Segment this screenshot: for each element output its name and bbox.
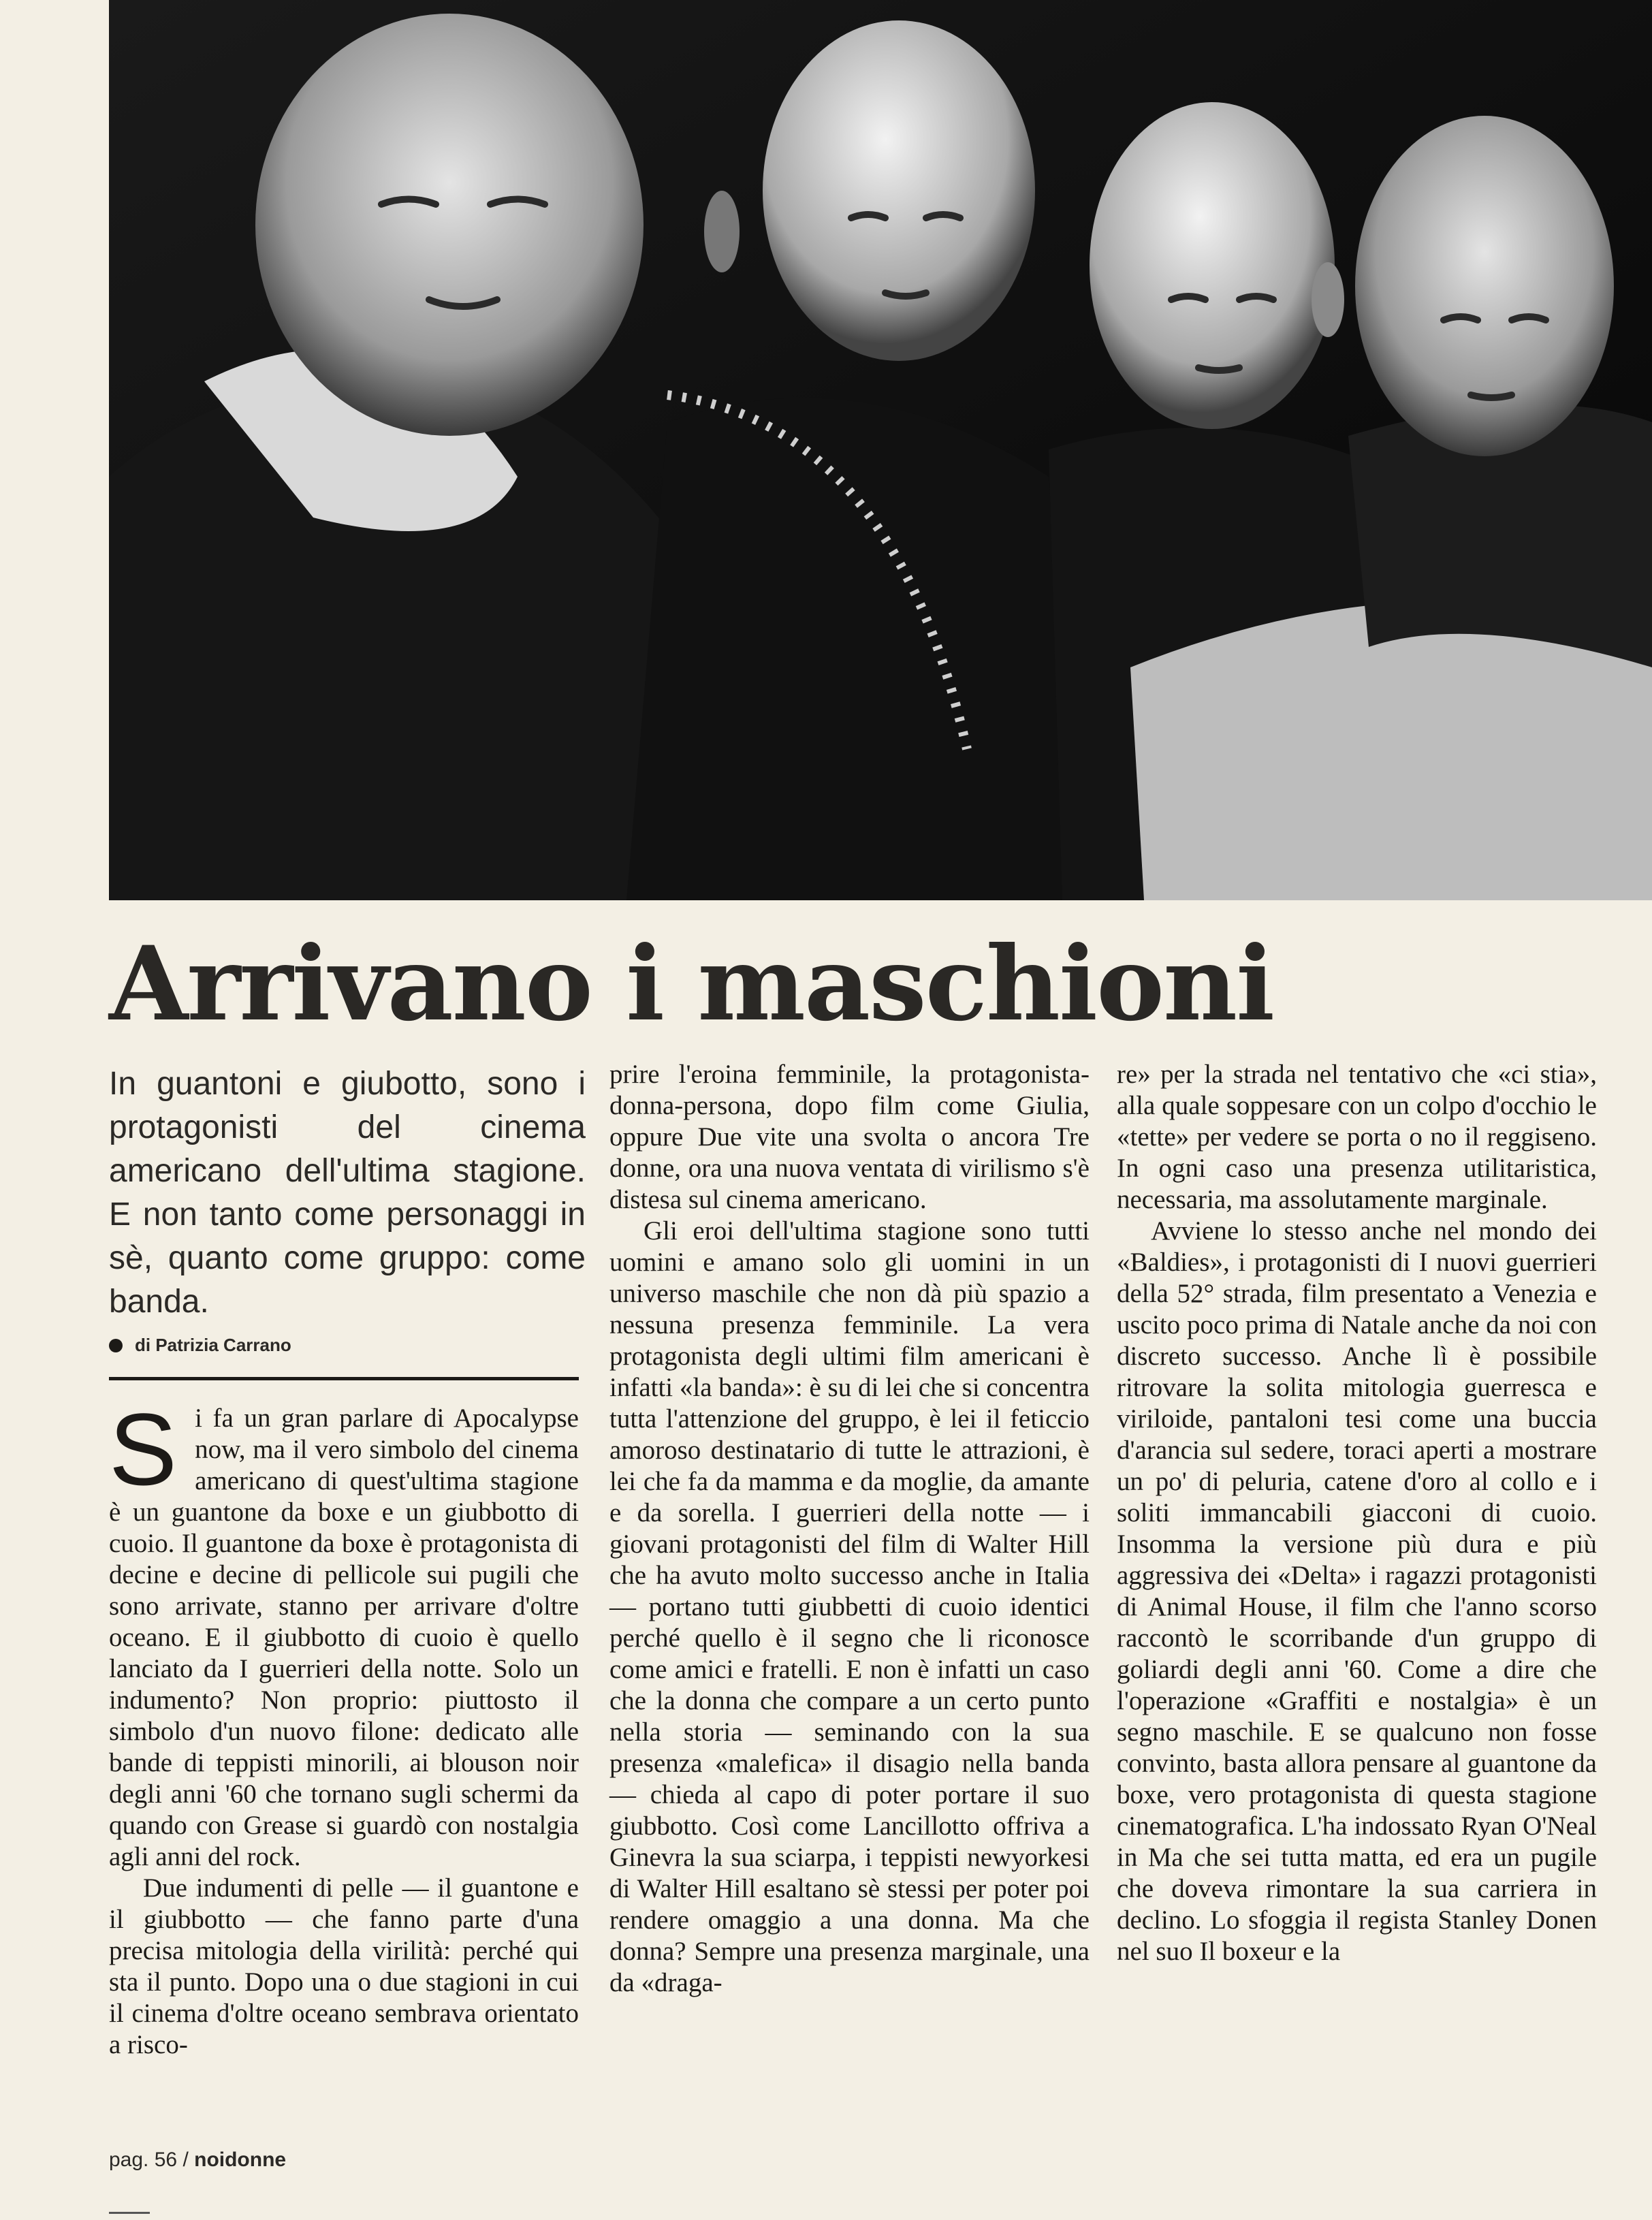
- magazine-name: noidonne: [194, 2148, 287, 2171]
- bullet-icon: [109, 1339, 123, 1352]
- byline: [109, 1335, 586, 1356]
- paragraph-text: i fa un gran parlare di Apocalypse now, ma il vero simbolo del cinema americano di quest'ultima stagione è un guantone da boxe e un giubbotto di cuoio. Il guantone da boxe è protagonista di decine e decine di pellicole sui pugili che sono arrivate, stanno per arrivare d'oltre oceano. E il giubbotto di cuoio è quello lanciato da I guerrieri della notte. Solo un indumento? Non proprio: piuttosto il simbolo d'un nuovo filone: dedicato alle bande di teppisti minorili, ai blouson noir degli anni '60 che tornano sugli schermi da quando con Grease si guardò con nostalgia agli anni del rock.: [109, 1404, 579, 1871]
- article-column-3: [1117, 1059, 1597, 1967]
- page-footer: [109, 2148, 286, 2172]
- paragraph: Due indumenti di pelle — il guantone e il giubbotto — che fanno parte d'una precisa mitologia della virilità: perché qui sta il punto. Dopo una o due stagioni in cui il cinema d'oltre oceano sembrava orientato a risco-: [109, 1873, 579, 2059]
- article-deck: In guantoni e giubotto, sono i protagonisti del cinema americano dell'ultima stagione. E non tanto come personaggi in sè, quanto come gruppo: come banda.: [109, 1066, 586, 1320]
- paragraph: Avviene lo stesso anche nel mondo dei «Baldies», i protagonisti di I nuovi guerrieri della 52° strada, film presentato a Venezia e uscito poco prima di Natale anche da noi con discreto successo. Anche lì è possibile ritrovare la solita mitologia guerresca e viriloide, pantaloni tesi come una buccia d'arancia sul sedere, toraci aperti a mostrare un po' di peluria, catene d'oro al collo e i soliti immancabili giacconi di cuoio. Insomma la versione più dura e più aggressiva dei «Delta» i ragazzi protagonisti di Animal House, il film che l'anno scorso raccontò le scorribande d'un gruppo di goliardi degli anni '60. Come a dire che l'operazione «Graffiti e nostalgia» è un segno maschile. E se qualcuno non fosse convinto, basta allora pensare al guantone da boxe, vero protagonista di questa stagione cinematografica. L'ha indossato Ryan O'Neal in Ma che sei tutta matta, ed era un pugile che doveva rimontare la sua carriera in declino. Lo sfoggia il regista Stanley Donen nel suo Il boxeur e la: [1117, 1216, 1597, 1966]
- page-number: pag. 56: [109, 2148, 178, 2171]
- footer-separator: /: [182, 2148, 189, 2171]
- page-title: Arrivano i maschioni: [109, 924, 1274, 1044]
- paragraph: re» per la strada nel tentativo che «ci stia», alla quale soppesare con un colpo d'occhio le «tette» per vedere se porta o no il reggiseno. In ogni caso una presenza utilitaristica, necessaria, ma assolutamente marginale.: [1117, 1060, 1597, 1214]
- article-column-1: [109, 1392, 579, 2061]
- byline-divider: [109, 1377, 579, 1380]
- footer-divider: [109, 2212, 150, 2214]
- header-photo: [109, 0, 1652, 900]
- article-column-2: [609, 1059, 1090, 1999]
- paragraph: [109, 1392, 579, 1873]
- author-name: di Patrizia Carrano: [135, 1335, 291, 1355]
- drop-cap: S: [109, 1392, 178, 1506]
- paragraph: prire l'eroina femminile, la protagonista-donna-persona, dopo film come Giulia, oppure Due vite una svolta o ancora Tre donne, ora una nuova ventata di virilismo s'è distesa sul cinema americano.: [609, 1060, 1090, 1214]
- photo-four-bald-men-icon: [109, 0, 1652, 900]
- paragraph: Gli eroi dell'ultima stagione sono tutti uomini e amano solo gli uomini in un universo maschile che non dà più spazio a nessuna presenza femminile. La vera protagonista degli ultimi film americani è infatti «la banda»: è su di lei che si concentra tutta l'attenzione del gruppo, è lei il feticcio amoroso destinatario di tutte le attrazioni, è lei che fa da mamma e da moglie, da amante e da sorella. I guerrieri della notte — i giovani protagonisti del film di Walter Hill che ha avuto molto successo anche in Italia — portano tutti giubbetti di cuoio identici perché quello è il segno che li riconosce come amici e fratelli. E non è infatti un caso che la donna che compare a un certo punto nella storia — seminando con la sua presenza «malefica» il disagio nella banda — chieda al capo di poter portare il suo giubbotto. Così come Lancillotto offriva a Ginevra la sua sciarpa, i teppisti newyorkesi di Walter Hill esaltano sè stessi per poter poi rendere omaggio a una donna. Ma che donna? Sempre una presenza marginale, una da «draga-: [609, 1216, 1090, 1997]
